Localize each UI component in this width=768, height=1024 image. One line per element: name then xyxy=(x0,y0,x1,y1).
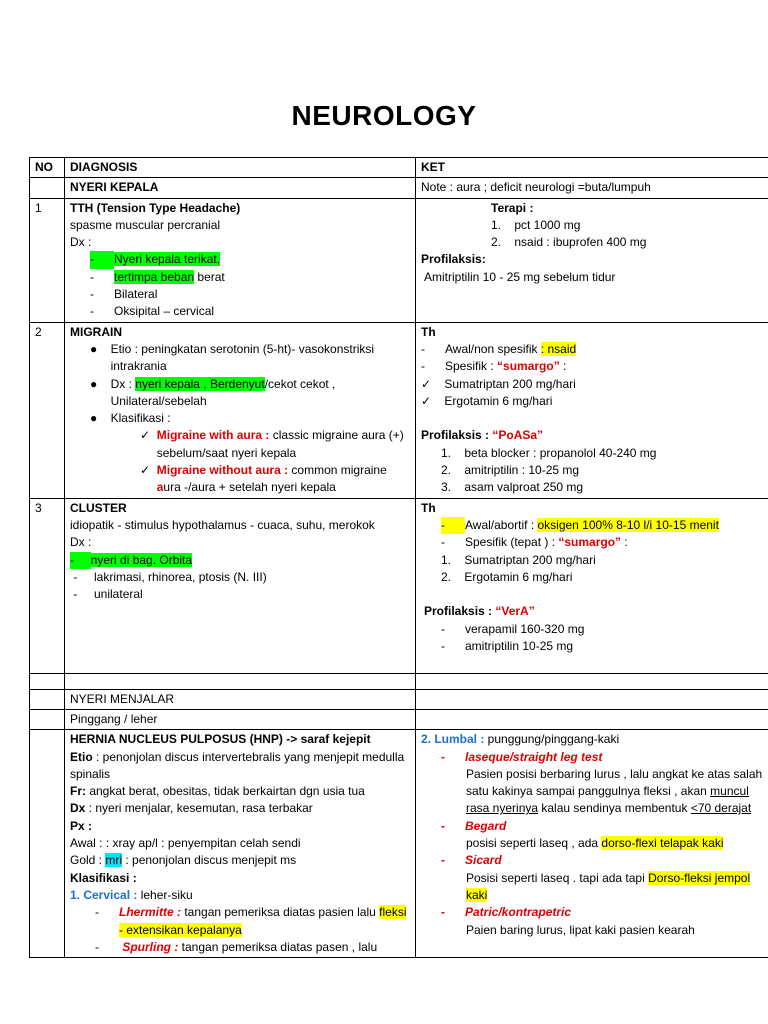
list-item: ● Dx : nyeri kepala , Berdenyut/cekot cekot , Unilateral/sebelah xyxy=(90,376,336,408)
subsection-pinggang-leher: Pinggang / leher xyxy=(65,709,416,729)
table-row xyxy=(30,178,768,198)
ket-cell xyxy=(416,322,768,498)
list-item: - Bilateral xyxy=(90,287,158,302)
list-item: - Spurling : tangan pemeriksa diatas pasen , lalu xyxy=(95,939,378,954)
list-item: 1. Sumatriptan 200 mg/hari xyxy=(441,552,596,567)
list-item: - Spesifik : “sumargo” : xyxy=(421,359,567,374)
profilaksis-text: Amitriptilin 10 - 25 mg sebelum tidur xyxy=(424,269,616,284)
list-item: - lakrimasi, rhinorea, ptosis (N. III) xyxy=(70,569,267,584)
page-title: NEUROLOGY xyxy=(291,100,477,131)
note-aura: Note : aura ; deficit neurologi =buta/lumpuh xyxy=(416,178,768,198)
list-item: - amitriptilin 10-25 mg xyxy=(441,639,574,654)
profilaksis-label: Profilaksis: xyxy=(421,252,486,267)
diagnosis-cell xyxy=(65,498,416,673)
diagnosis-cell xyxy=(65,322,416,498)
table-row xyxy=(30,709,768,729)
list-item: 2. Ergotamin 6 mg/hari xyxy=(441,569,573,584)
px-label: Px : xyxy=(70,818,93,833)
list-item: ✓ Migraine with aura : classic migraine aura (+) sebelum/saat nyeri kepala xyxy=(140,428,404,460)
header-no: NO xyxy=(30,158,65,178)
list-item: - Nyeri kepala terikat, xyxy=(70,251,410,268)
list-item: ✓ Ergotamin 6 mg/hari xyxy=(421,393,553,408)
table-row-hnp xyxy=(30,730,768,958)
header-ket: KET xyxy=(416,158,768,178)
lumbal-line: 2. Lumbal : punggung/pinggang-kaki xyxy=(421,732,620,747)
list-item: - Awal/abortif : oksigen 100% 8-10 l/i 10-15 menit xyxy=(421,517,766,534)
list-item: - Sicard xyxy=(441,853,502,868)
list-item: - Begard xyxy=(441,818,507,833)
patric-desc: Paien baring lurus, lipat kaki pasien kearah xyxy=(466,922,695,937)
list-item: - unilateral xyxy=(70,587,143,602)
table-header-row xyxy=(30,158,768,178)
diagnosis-title: TTH (Tension Type Headache) xyxy=(70,200,241,215)
list-item: ✓ Sumatriptan 200 mg/hari xyxy=(421,376,576,391)
list-item: - Spesifik (tepat ) : “sumargo” : xyxy=(441,535,628,550)
ket-cell xyxy=(416,198,768,322)
etiology-text: spasme muscular percranial xyxy=(70,217,221,232)
list-item: 3. asam valproat 250 mg xyxy=(441,480,584,495)
section-nyeri-kepala: NYERI KEPALA xyxy=(65,178,416,198)
list-item: ● Etio : peningkatan serotonin (5-ht)- vasokonstriksi intrakrania xyxy=(90,341,375,374)
row-number: 2 xyxy=(30,322,65,498)
th-label: Th xyxy=(421,500,436,515)
list-item: ● Klasifikasi : xyxy=(90,411,171,426)
profilaksis-label: Profilaksis : “VerA” xyxy=(424,604,535,619)
gold-line: Gold : mri : penonjolan discus menjepit ms xyxy=(70,853,297,868)
list-item: - tertimpa beban berat xyxy=(90,269,225,284)
cervical-line: 1. Cervical : leher-siku xyxy=(70,887,193,902)
awal-line: Awal : : xray ap/l : penyempitan celah sendi xyxy=(70,836,301,851)
list-item: - Lhermitte : tangan pemeriksa diatas pasien lalu fleksi - extensikan kepalanya xyxy=(95,905,407,937)
dx-line: Dx : nyeri menjalar, kesemutan, rasa terbakar xyxy=(70,801,313,816)
list-item: 1. pct 1000 mg xyxy=(491,217,581,232)
table-row-migrain xyxy=(30,322,768,498)
laseque-desc: Pasien posisi berbaring lurus , lalu angkat ke atas salah satu kakinya sampai panggulnya fleksi , akan muncul rasa nyerinya kalau sendinya membentuk <70 derajat xyxy=(466,766,763,816)
profilaksis-label: Profilaksis : “PoASa” xyxy=(421,428,544,443)
list-item: - verapamil 160-320 mg xyxy=(441,621,585,636)
diagnosis-title: MIGRAIN xyxy=(70,324,122,339)
list-item: - Awal/non spesifik : nsaid xyxy=(421,341,577,356)
diagnosis-cell xyxy=(65,730,416,958)
ket-cell xyxy=(416,730,768,958)
etiology-text: idiopatik - stimulus hypothalamus - cuaca, suhu, merokok xyxy=(70,517,375,532)
terapi-label: Terapi : xyxy=(491,200,534,215)
list-item: - Oksipital – cervical xyxy=(90,304,215,319)
begard-desc: posisi seperti laseq , ada dorso-flexi telapak kaki xyxy=(466,836,724,851)
list-item: - laseque/straight leg test xyxy=(441,749,603,764)
diagnosis-title: CLUSTER xyxy=(70,500,127,515)
list-item: - Patric/kontrapetric xyxy=(441,905,572,920)
etio-line: Etio : penonjolan discus intervertebralis yang menjepit medulla spinalis xyxy=(70,749,405,781)
diagnosis-title: HERNIA NUCLEUS PULPOSUS (HNP) -> saraf kejepit xyxy=(70,732,371,747)
table-row-cluster xyxy=(30,498,768,673)
list-item: ✓ Migraine without aura : common migraine aura -/aura + setelah nyeri kepala xyxy=(140,463,387,495)
th-label: Th xyxy=(421,324,436,339)
table-row-empty xyxy=(30,673,768,689)
header-diagnosis: DIAGNOSIS xyxy=(65,158,416,178)
section-nyeri-menjalar: NYERI MENJALAR xyxy=(65,689,416,709)
dx-label: Dx : xyxy=(70,235,92,250)
list-item: 1. beta blocker : propanolol 40-240 mg xyxy=(441,445,657,460)
list-item: 2. amitriptilin : 10-25 mg xyxy=(441,463,580,478)
diagnosis-cell xyxy=(65,198,416,322)
ket-cell xyxy=(416,498,768,673)
sicard-desc: Posisi seperti laseq . tapi ada tapi Dorso-fleksi jempol kaki xyxy=(466,870,751,902)
fr-line: Fr: angkat berat, obesitas, tidak berkairtan dgn usia tua xyxy=(70,784,365,799)
table-row xyxy=(30,689,768,709)
dx-label: Dx : xyxy=(70,535,92,550)
klasifikasi-label: Klasifikasi : xyxy=(70,870,137,885)
table-row-tth xyxy=(30,198,768,322)
row-number: 3 xyxy=(30,498,65,673)
row-number: 1 xyxy=(30,198,65,322)
neurology-table xyxy=(29,157,768,958)
list-item: 2. nsaid : ibuprofen 400 mg xyxy=(491,235,647,250)
list-item: - nyeri di bag. Orbita xyxy=(70,552,410,569)
